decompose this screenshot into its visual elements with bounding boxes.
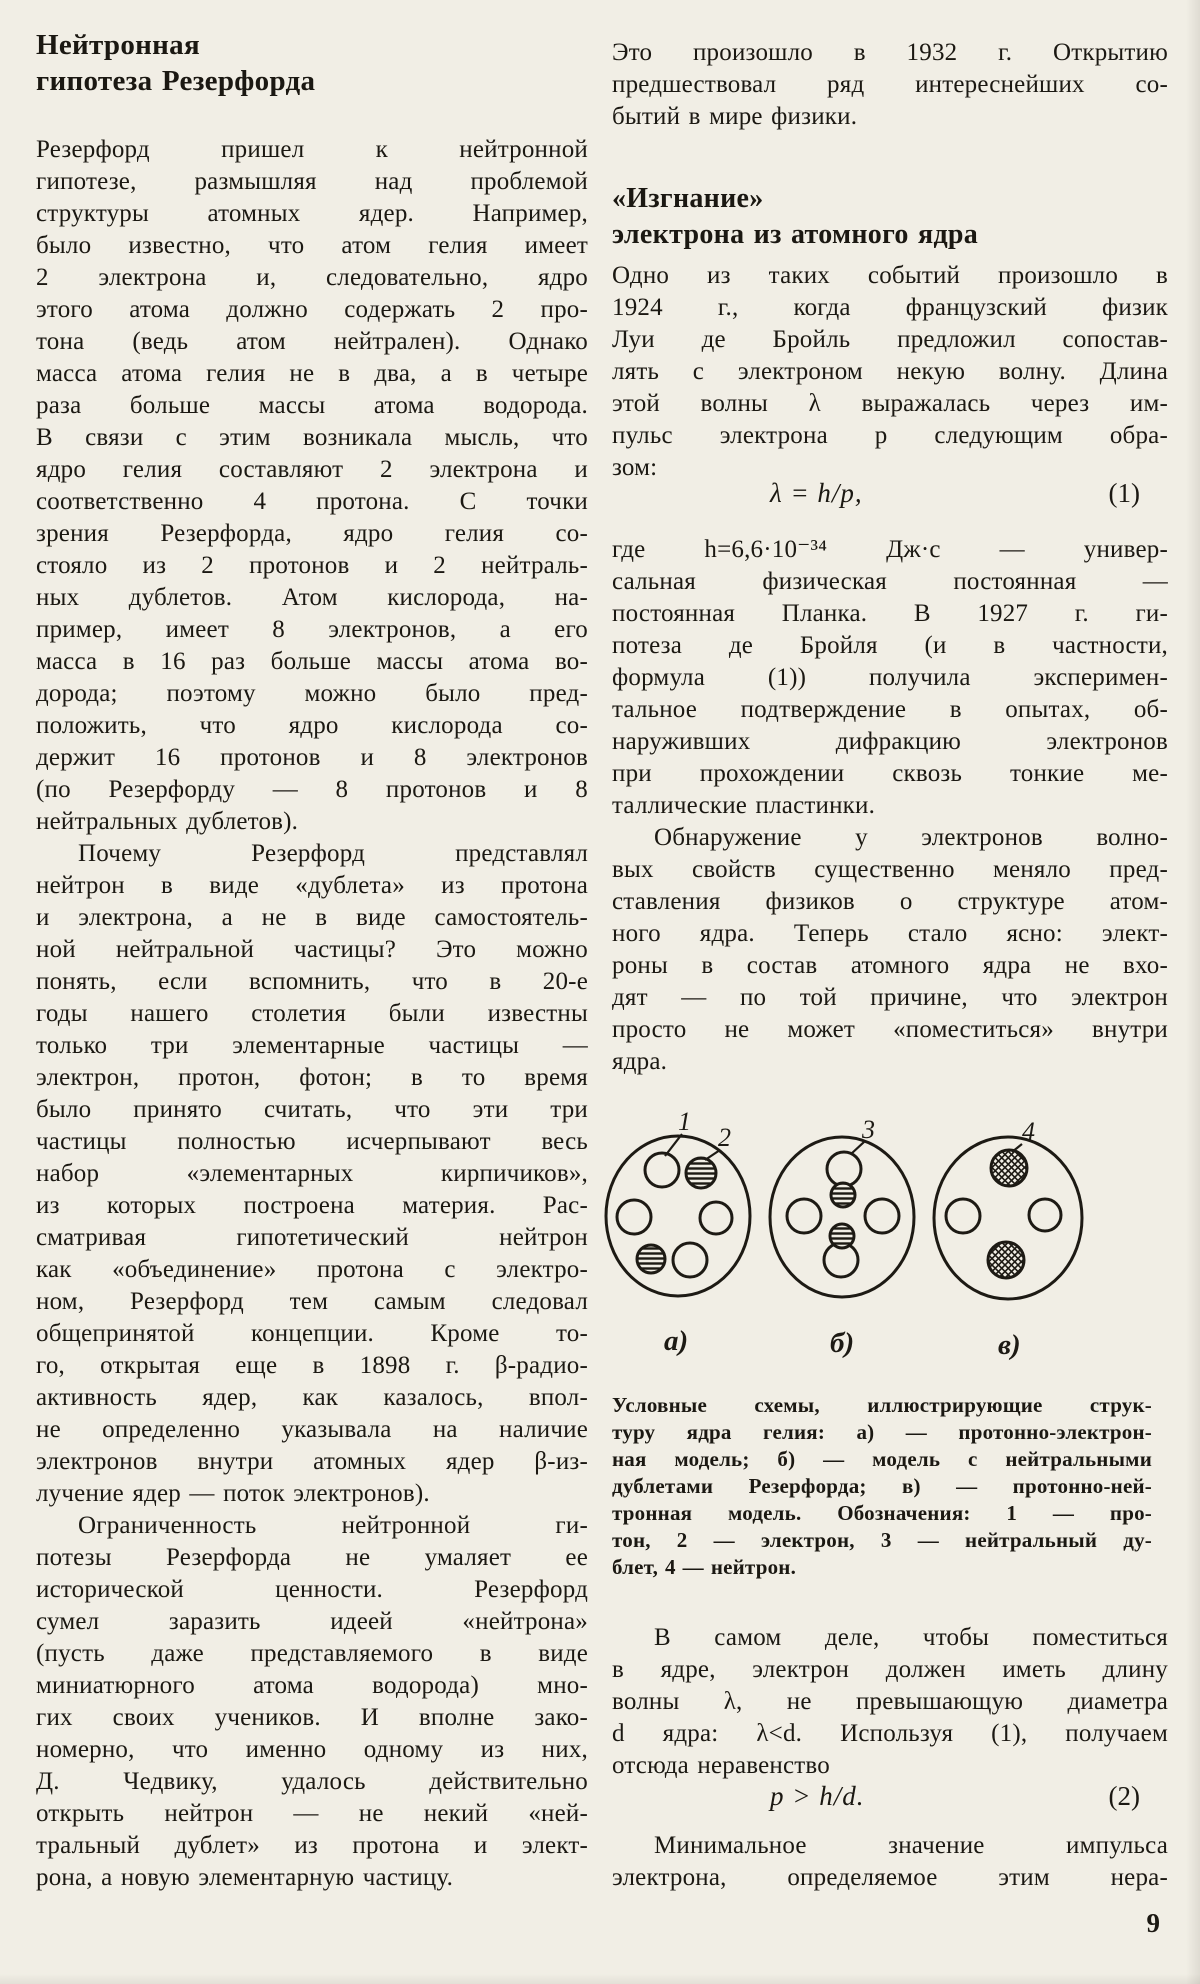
- text-line: туру ядра гелия: а) — протонно-электрон-: [612, 1420, 1152, 1444]
- text-line: пульс электрона p следующим обра-: [612, 422, 1168, 449]
- text-line: миниатюрного атома водорода) мно-: [36, 1672, 588, 1699]
- text-line: положить, что ядро кислорода со-: [36, 712, 588, 739]
- text-line: ядро гелия составляют 2 электрона и: [36, 456, 588, 483]
- text-line: только три элементарные частицы —: [36, 1032, 588, 1059]
- text-line: вых свойств существенно меняло пред-: [612, 856, 1168, 883]
- text-line: (по Резерфорду — 8 протонов и 8: [36, 776, 588, 803]
- text-line: предшествовал ряд интереснейших со-: [612, 71, 1168, 98]
- electron: [686, 1158, 716, 1188]
- text-line: 2 электрона и, следовательно, ядро: [36, 264, 588, 291]
- paragraph-hypothesis-value: [36, 1510, 588, 1894]
- text-line: было известно, что атом гелия имеет: [36, 232, 588, 259]
- text-line: бытий в мире физики.: [612, 103, 858, 130]
- proton: [645, 1153, 679, 1187]
- electron: [637, 1245, 665, 1273]
- text-line: лять с электроном некую волну. Длина: [612, 358, 1168, 385]
- text-line: зрения Резерфорда, ядро гелия со-: [36, 520, 588, 547]
- electron: [830, 1224, 854, 1248]
- text-line: понять, если вспомнить, что в 20-е: [36, 968, 588, 995]
- text-line: где h=6,6·10⁻³⁴ Дж·с — универ-: [612, 536, 1168, 563]
- text-line: Луи де Бройль предложил сопостав-: [612, 326, 1168, 353]
- neutron: [991, 1150, 1027, 1186]
- text-line: из которых построена материя. Рас-: [36, 1192, 588, 1219]
- text-line: го, открытая еще в 1898 г. β-радио-: [36, 1352, 588, 1379]
- proton: [1029, 1199, 1061, 1231]
- section-heading-expulsion: [612, 181, 1168, 253]
- proton: [787, 1199, 821, 1233]
- text-line: постоянная Планка. В 1927 г. ги-: [612, 600, 1168, 627]
- text-line: Почему Резерфорд представлял: [78, 840, 588, 867]
- text-line: рона, а новую элементарную частицу.: [36, 1864, 454, 1891]
- text-line: d ядра: λ<d. Используя (1), получаем: [612, 1720, 1168, 1747]
- proton: [700, 1202, 732, 1234]
- formula-momentum-body: p > h/d.: [770, 1781, 865, 1811]
- formula-wavelength: [612, 478, 1168, 522]
- text-line: ставления физиков о структуре атом-: [612, 888, 1168, 915]
- pointer-label-doublet: 3: [862, 1115, 875, 1144]
- text-line: ном, Резерфорд тем самым следовал: [36, 1288, 588, 1315]
- text-line: соответственно 4 протона. С точки: [36, 488, 588, 515]
- text-line: ядра.: [612, 1048, 668, 1075]
- text-line: сальная физическая постоянная —: [612, 568, 1168, 595]
- electron: [831, 1183, 855, 1207]
- sub-label-v: в): [998, 1329, 1021, 1361]
- text-line: Ограниченность нейтронной ги-: [78, 1512, 588, 1539]
- text-line: лучение ядер — поток электронов).: [36, 1480, 430, 1507]
- formula-wavelength-number: (1): [1108, 478, 1140, 508]
- sub-label-b: б): [830, 1327, 855, 1359]
- paragraph-fit-in-nucleus: [612, 1622, 1168, 1782]
- text-line: ных дублетов. Атом кислорода, на-: [36, 584, 588, 611]
- text-line: этой волны λ выражалась через им-: [612, 390, 1168, 417]
- proton: [617, 1200, 651, 1234]
- text-line: как «объединение» протона с электро-: [36, 1256, 588, 1283]
- proton: [673, 1243, 707, 1277]
- pointer-label-neutron: 4: [1022, 1117, 1035, 1146]
- paragraph-minimum-momentum: [612, 1830, 1168, 1894]
- text-line: стояло из 2 протонов и 2 нейтраль-: [36, 552, 588, 579]
- proton: [865, 1199, 899, 1233]
- text-line: исторической ценности. Резерфорд: [36, 1576, 588, 1603]
- text-line: роны в состав атомного ядра не вхо-: [612, 952, 1168, 979]
- proton: [946, 1199, 980, 1233]
- figure-sub-labels: [664, 1325, 1021, 1361]
- text-line: волны λ, не превышающую диаметра: [612, 1688, 1168, 1715]
- text-line: держит 16 протонов и 8 электронов: [36, 744, 588, 771]
- text-line: ной нейтральной частицы? Это можно: [36, 936, 588, 963]
- text-line: пример, имеет 8 электронов, а его: [36, 616, 588, 643]
- paragraph-planck-constant: [612, 534, 1168, 822]
- text-line: электрон, протон, фотон; в то время: [36, 1064, 588, 1091]
- text-line: Условные схемы, иллюстрирующие струк-: [612, 1393, 1152, 1417]
- text-line: номерно, что именно одному из них,: [36, 1736, 588, 1763]
- text-line: в ядре, электрон должен иметь длину: [612, 1656, 1168, 1683]
- diagram-proton-neutron-model: [934, 1137, 1082, 1299]
- text-line: «Изгнание»: [612, 183, 764, 214]
- text-line: Д. Чедвику, удалось действительно: [36, 1768, 588, 1795]
- text-line: зом:: [612, 454, 658, 481]
- paragraph-de-broglie: [612, 260, 1168, 484]
- text-line: электрона из атомного ядра: [612, 219, 979, 250]
- text-line: Обнаружение у электронов волно-: [654, 824, 1168, 851]
- text-line: раза больше массы атома водорода.: [36, 392, 588, 419]
- paragraph-wave-properties: [612, 822, 1168, 1078]
- page-number: 9: [1146, 1908, 1160, 1938]
- text-line: формула (1)) получила эксперимен-: [612, 664, 1168, 691]
- text-line: масса в 16 раз больше массы атома во-: [36, 648, 588, 675]
- text-line: электронов внутри атомных ядер β-из-: [36, 1448, 588, 1475]
- text-line: частицы полностью исчерпывают весь: [36, 1128, 588, 1155]
- paragraph-helium-nucleus: [36, 134, 588, 838]
- neutron: [988, 1242, 1024, 1278]
- text-line: электрона, определяемое этим нера-: [612, 1864, 1168, 1891]
- text-line: гих своих учеников. И вполне зако-: [36, 1704, 588, 1731]
- text-line: дят — по той причине, что электрон: [612, 984, 1168, 1011]
- text-line: В связи с этим возникала мысль, что: [36, 424, 588, 451]
- text-line: наруживших дифракцию электронов: [612, 728, 1168, 755]
- text-line: годы нашего столетия были известны: [36, 1000, 588, 1027]
- figure-nucleus-models: [602, 1096, 1168, 1378]
- text-line: тральный дублет» из протона и элект-: [36, 1832, 588, 1859]
- text-line: Это произошло в 1932 г. Открытию: [612, 39, 1168, 66]
- text-line: набор «элементарных кирпичиков»,: [36, 1160, 588, 1187]
- paragraph-intro-1932: [612, 37, 1168, 133]
- text-line: было принято считать, что эти три: [36, 1096, 588, 1123]
- formula-wavelength-body: λ = h/p,: [770, 478, 863, 508]
- figure-caption: [612, 1392, 1152, 1581]
- text-line: потеза де Бройля (и в частности,: [612, 632, 1168, 659]
- text-line: В самом деле, чтобы поместиться: [654, 1624, 1168, 1651]
- formula-momentum: [612, 1781, 1168, 1825]
- text-line: ного ядра. Теперь стало ясно: элект-: [612, 920, 1168, 947]
- text-line: нейтральных дублетов).: [36, 808, 299, 835]
- left-column-body: [36, 134, 588, 1894]
- text-line: гипотеза Резерфорда: [36, 65, 316, 97]
- text-line: тона (ведь атом нейтрален). Однако: [36, 328, 588, 355]
- text-line: отсюда неравенство: [612, 1752, 830, 1779]
- text-line: тальное подтверждение в опытах, об-: [612, 696, 1168, 723]
- sub-label-a: а): [664, 1325, 689, 1357]
- text-line: Резерфорд пришел к нейтронной: [36, 136, 588, 163]
- text-line: Одно из таких событий произошло в: [612, 262, 1168, 289]
- text-line: этого атома должно содержать 2 про-: [36, 296, 588, 323]
- text-line: активность ядер, как казалось, впол-: [36, 1384, 588, 1411]
- diagram-neutral-doublet-model: [770, 1137, 914, 1297]
- text-line: дублетами Резерфорда; в) — протонно-ней-: [612, 1474, 1152, 1498]
- pointer-label-electron: 2: [718, 1123, 731, 1152]
- text-line: открыть нейтрон — не некий «ней-: [36, 1800, 588, 1827]
- paragraph-why-doublet: [36, 838, 588, 1510]
- text-line: не определенно указывала на наличие: [36, 1416, 588, 1443]
- nucleus-models-drawing: [602, 1096, 1168, 1378]
- pointer-label-proton: 1: [678, 1107, 691, 1136]
- text-line: дорода; поэтому можно было пред-: [36, 680, 588, 707]
- text-line: гипотезе, размышляя над проблемой: [36, 168, 588, 195]
- text-line: тронная модель. Обозначения: 1 — про-: [612, 1501, 1152, 1525]
- text-line: тон, 2 — электрон, 3 — нейтральный ду-: [612, 1528, 1152, 1552]
- text-line: структуры атомных ядер. Например,: [36, 200, 588, 227]
- text-line: блет, 4 — нейтрон.: [612, 1555, 797, 1579]
- text-line: ная модель; б) — модель с нейтральными: [612, 1447, 1152, 1471]
- article-title: [36, 27, 588, 99]
- text-line: и электрона, а не в виде самостоятель-: [36, 904, 588, 931]
- text-line: Нейтронная: [36, 29, 200, 61]
- text-line: нейтрон в виде «дублета» из протона: [36, 872, 588, 899]
- text-line: потезы Резерфорда не умаляет ее: [36, 1544, 588, 1571]
- text-line: Минимальное значение импульса: [654, 1832, 1168, 1859]
- text-line: общепринятой концепции. Кроме то-: [36, 1320, 588, 1347]
- text-line: 1924 г., когда французский физик: [612, 294, 1168, 321]
- text-line: (пусть даже представляемого в виде: [36, 1640, 588, 1667]
- diagram-proton-electron-model: [606, 1136, 750, 1296]
- text-line: масса атома гелия не в два, а в четыре: [36, 360, 588, 387]
- text-line: сумел заразить идеей «нейтрона»: [36, 1608, 588, 1635]
- text-line: сматривая гипотетический нейтрон: [36, 1224, 588, 1251]
- text-line: просто не может «поместиться» внутри: [612, 1016, 1168, 1043]
- formula-momentum-number: (2): [1108, 1781, 1140, 1811]
- text-line: при прохождении сквозь тонкие ме-: [612, 760, 1168, 787]
- text-line: таллические пластинки.: [612, 792, 876, 819]
- proton: [827, 1152, 861, 1186]
